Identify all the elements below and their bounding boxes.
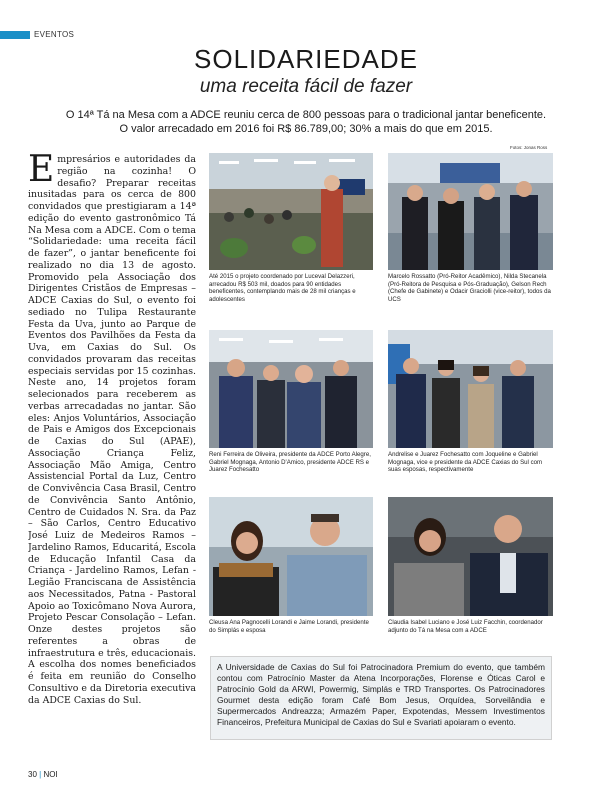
drop-cap: E [28,154,55,190]
magazine-name: NOI [43,770,58,779]
photo-caption-4: Andrelise e Juarez Fochesatto com Joqueline e Gabriel Mognaga, vice e presidente da ADCE Caxias do Sul com suas esposas, respectivamente [388,451,543,474]
adce-presidents-photo [209,330,373,448]
photo-credit: Fotos: Jonas Ross [510,145,548,150]
page-number: 30 [28,770,37,779]
lorandi-couple-photo [209,497,373,616]
page-title: SOLIDARIEDADE [194,44,418,74]
sponsors-box [210,656,552,740]
couples-photo [388,330,553,448]
article-text: mpresários e autoridades da região na cozinha! O desafio? Preparar receitas inusitadas para os cerca de 800 convidados que prestigiaram a 14ª edição do evento gastronômico Tá Na Mesa com a ADCE. Com o tema “Solidariedade: uma receita fácil de fazer”, o jantar beneficente foi realizado no dia 13 de agosto. Promovido pela Associação dos Dirigentes Cristãos de Empresas – ADCE Caxias do Sul, o evento foi sediado no Tulipa Restaurante Festa da Uva, junto ao Parque de Eventos dos Pavilhões da Festa da Uva, em Caxias do Sul. Os convidados provaram das receitas especiais servidas por 15 cozinhas. Neste ano, 14 projetos foram selecionados para receberem as verbas arrecadadas no jantar. São eles: Anjos Voluntários, Associação de Pais e Amigos dos Excepcionais de Caxias do Sul (APAE), Associação Criança Feliz, Associação Mão Amiga, Centro Assistencial Portal da Luz, Centro de Convivência Casa Brasil, Centro de Convivência Santo Antônio, Centro de Cuidados N. Sra. da Paz – São Carlos, Centro Educativo José Luiz de Medeiros Ramos – Jardelino Ramos, Educaritá, Escola de Educação Infantil Casa da Criança - Jardelino Ramos, Lefan - Legião Franciscana de Assistência aos Necessitados, Patna - Pastoral Apoio ao Toxicômano Nova Aurora, Projeto Pescar Consolação – Lefan. Onze destes projetos são referentes a obras de infraestrutura e três, educacionais. A escolha dos nomes beneficiados é feita em reunião do Conselho Consultivo e da Diretoria executiva da ADCE Caxias do Sul. [28,154,196,706]
page-footer [28,770,58,779]
page-subtitle: uma receita fácil de fazer [199,76,413,97]
section-label: EVENTOS [34,30,75,39]
lead-paragraph [24,109,588,136]
photo-caption-3: Reni Ferreira de Oliveira, presidente da ADCE Porto Alegre, Gabriel Mognaga, Antonio D'Amico, presidente ADCE RS e Juarez Fochesatto [209,451,371,474]
sponsors-text: A Universidade de Caxias do Sul foi Patrocinadora Premium do evento, que também contou com Patrocínio Master da Atena Incorporações, Florense e Óticas Carol e Patrocínio Gold da ARWI, Powermig, Simplás e TRD Transportes. Os Patrocinadores Gourmet desta edição foram Café Bom Jesus, Orquídea, Sorveilândia e Supermercados Andreazza; Armazém Paper, Expotendas, Messem Investimentos Financeiros, Prefeitura Municipal de Caxias do Sul e Svariati apoiaram o evento. [217,662,545,727]
section-accent-bar [0,31,30,39]
photo-caption-1: Até 2015 o projeto coordenado por Luceval Delazzeri, arrecadou R$ 503 mil, doados para 90 entidades beneficentes, contemplando mais de 28 mil crianças e adolescentes [209,273,356,303]
event-hall-photo [209,153,373,270]
ucs-group-photo [388,153,553,270]
lead-line-2: O valor arrecadado em 2016 foi R$ 86.789,00; 30% a mais do que em 2015. [119,122,493,135]
photo-caption-2: Marcelo Rossatto (Pró-Reitor Acadêmico), Nilda Stecanela (Pró-Reitora de Pesquisa e Pós-Graduação), Gelson Rech (Chefe de Gabinete) e Odacir Graciolli (vice-reitor), todos da UCS [388,273,551,303]
lead-line-1: O 14ª Tá na Mesa com a ADCE reuniu cerca de 800 pessoas para o tradicional jantar beneficente. [65,109,547,121]
photo-caption-6: Claudia Isabel Luciano e José Luiz Facchin, coordenador adjunto do Tá na Mesa com a ADCE [388,619,543,634]
article-body [28,154,196,744]
photo-caption-5: Cleusa Ana Pagnocelli Lorandi e Jaime Lorandi, presidente do Simplás e esposa [209,619,369,634]
facchin-couple-photo [388,497,553,616]
footer-separator: | [39,770,42,779]
